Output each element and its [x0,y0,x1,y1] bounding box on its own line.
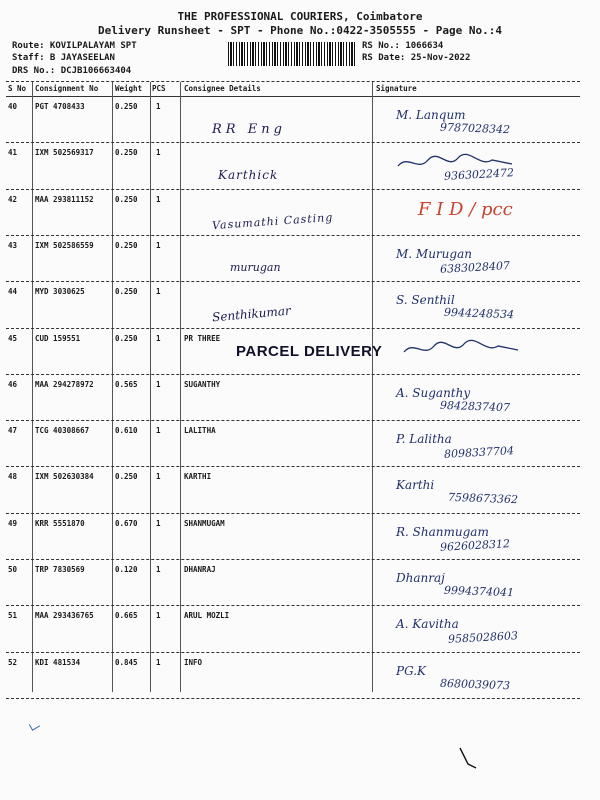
weight-cell: 0.250 [115,194,138,204]
pen-stroke-mark [458,742,478,770]
consignee-cell: SUGANTHY [184,379,221,389]
consignment-cell: IXM 502586559 [35,240,94,250]
signature-phone: 9626028312 [439,536,511,554]
col-sno: S No [8,84,27,93]
weight-cell: 0.250 [115,472,138,482]
signature-name: S. Senthil [396,293,455,308]
consignment-cell: IXM 502569317 [35,148,94,158]
pcs-cell: 1 [156,240,161,250]
consignee-cell: INFO [184,657,203,667]
consignee-cell: SHANMUGAM [184,518,225,528]
row-separator [6,328,580,329]
signature-name: Dhanraj [396,571,445,585]
weight-cell: 0.250 [115,287,138,297]
weight-cell: 0.665 [115,611,138,621]
pcs-cell: 1 [156,379,161,389]
consignee-cell: DHANRAJ [184,565,216,574]
pen-mark [29,720,40,731]
col-consignment: Consignment No [35,84,99,93]
pcs-cell: 1 [156,472,161,482]
drs-label: DRS No.: DCJB106663404 [12,66,132,76]
signature-phone: 9787028342 [439,120,511,137]
consignment-cell: TRP 7830569 [35,565,85,574]
row-separator [6,466,580,467]
pcs-cell: 1 [156,102,161,111]
signature-name: A. Suganthy [396,385,471,400]
sno-cell: 45 [8,333,18,343]
pcs-cell: 1 [156,657,161,667]
signature-scribble [402,338,522,364]
handwritten-consignee: Senthikumar [211,303,292,325]
consignee-cell: PR THREE [184,333,221,343]
handwritten-consignee: Karthick [218,168,279,183]
signature-phone: 9363022472 [443,166,515,184]
sno-cell: 44 [8,287,18,297]
table-row [0,561,600,607]
header-bottom-rule [6,96,580,97]
pcs-cell: 1 [156,518,161,528]
pcs-cell: 1 [156,194,161,204]
row-separator [6,142,580,143]
signature-name: A. Kavitha [396,617,459,632]
sno-cell: 47 [8,426,18,436]
weight-cell: 0.250 [115,333,138,343]
row-separator [6,281,580,282]
table-row [0,283,600,329]
staff-label: Staff: B JAYASEELAN [12,53,115,63]
weight-cell: 0.670 [115,518,138,528]
barcode [228,42,356,66]
weight-cell: 0.120 [115,565,138,574]
pcs-cell: 1 [156,287,161,297]
signature-scribble [396,152,516,178]
consignee-cell: LALITHA [184,426,216,436]
signature-name: M. Murugan [396,246,472,261]
signature-phone: 7598673362 [447,491,519,507]
rs-no-label: RS No.: 1066634 [362,41,444,51]
sno-cell: 41 [8,148,18,158]
company-title: THE PROFESSIONAL COURIERS, Coimbatore [177,10,423,23]
row-separator [6,605,580,606]
consignment-cell: MAA 293811152 [35,194,94,204]
consignee-cell: ARUL MOZLI [184,611,230,621]
handwritten-consignee: RR Eng [212,122,286,137]
pcs-cell: 1 [156,148,161,158]
route-label: Route: KOVILPALAYAM SPT [12,41,137,51]
parcel-delivery-stamp: PARCEL DELIVERY [236,343,383,360]
sno-cell: 48 [8,472,18,482]
signature-phone: 9842837407 [439,398,511,415]
sno-cell: 50 [8,565,18,574]
consignment-cell: KRR 5551870 [35,518,85,528]
signature-phone: 6383028407 [439,259,511,276]
weight-cell: 0.250 [115,240,138,250]
signature-phone: 8680039073 [439,676,511,692]
pcs-cell: 1 [156,426,161,436]
signature-name: R. Shanmugam [396,524,489,539]
weight-cell: 0.250 [115,148,138,158]
sno-cell: 52 [8,657,18,667]
signature-name: F I D / pcc [418,198,513,220]
col-weight: Weight [115,84,143,93]
row-separator [6,559,580,560]
signature-name: Karthi [396,478,435,493]
consignee-cell: KARTHI [184,472,212,482]
col-consignee: Consignee Details [184,84,261,93]
table-row [0,654,600,700]
signature-phone: 9944248534 [443,305,515,322]
sno-cell: 46 [8,379,18,389]
pcs-cell: 1 [156,333,161,343]
signature-name: P. Lalitha [396,432,452,447]
row-separator [6,189,580,190]
pcs-cell: 1 [156,611,161,621]
table-row [0,376,600,422]
table-row [0,237,600,283]
row-separator [6,652,580,653]
rs-date-label: RS Date: 25-Nov-2022 [362,53,471,63]
weight-cell: 0.845 [115,657,138,667]
consignment-cell: MAA 294278972 [35,379,94,389]
weight-cell: 0.610 [115,426,138,436]
table-row [0,98,600,144]
weight-cell: 0.565 [115,379,138,389]
row-separator [6,513,580,514]
signature-phone: 9994374041 [443,583,515,600]
signature-phone: 8098337704 [443,444,515,461]
col-pcs: PCS [152,84,166,93]
signature-name: M. Lanqum [396,108,466,122]
signature-phone: 9585028603 [447,629,519,647]
col-signature: Signature [376,84,417,93]
consignment-cell: MAA 293436765 [35,611,94,621]
consignment-cell: KDI 481534 [35,657,81,667]
consignment-cell: IXM 502630384 [35,472,94,482]
handwritten-consignee: Vasumathi Casting [211,210,334,232]
row-separator [6,698,580,699]
row-separator [6,420,580,421]
table-header [0,82,600,96]
consignment-cell: MYD 3030625 [35,287,85,297]
sno-cell: 42 [8,194,18,204]
runsheet-title: Delivery Runsheet - SPT - Phone No.:0422-3505555 - Page No.:4 [98,24,502,37]
sno-cell: 40 [8,102,18,111]
sno-cell: 51 [8,611,18,621]
sno-cell: 43 [8,240,18,250]
table-row [0,468,600,514]
consignment-cell: PGT 4708433 [35,102,85,111]
signature-name: PG.K [396,663,427,678]
table-row [0,515,600,561]
weight-cell: 0.250 [115,102,138,111]
consignment-cell: TCG 40308667 [35,426,90,436]
consignment-cell: CUD 159551 [35,333,81,343]
pcs-cell: 1 [156,565,161,574]
sno-cell: 49 [8,518,18,528]
handwritten-consignee: murugan [230,260,281,274]
row-separator [6,235,580,236]
row-separator [6,374,580,375]
